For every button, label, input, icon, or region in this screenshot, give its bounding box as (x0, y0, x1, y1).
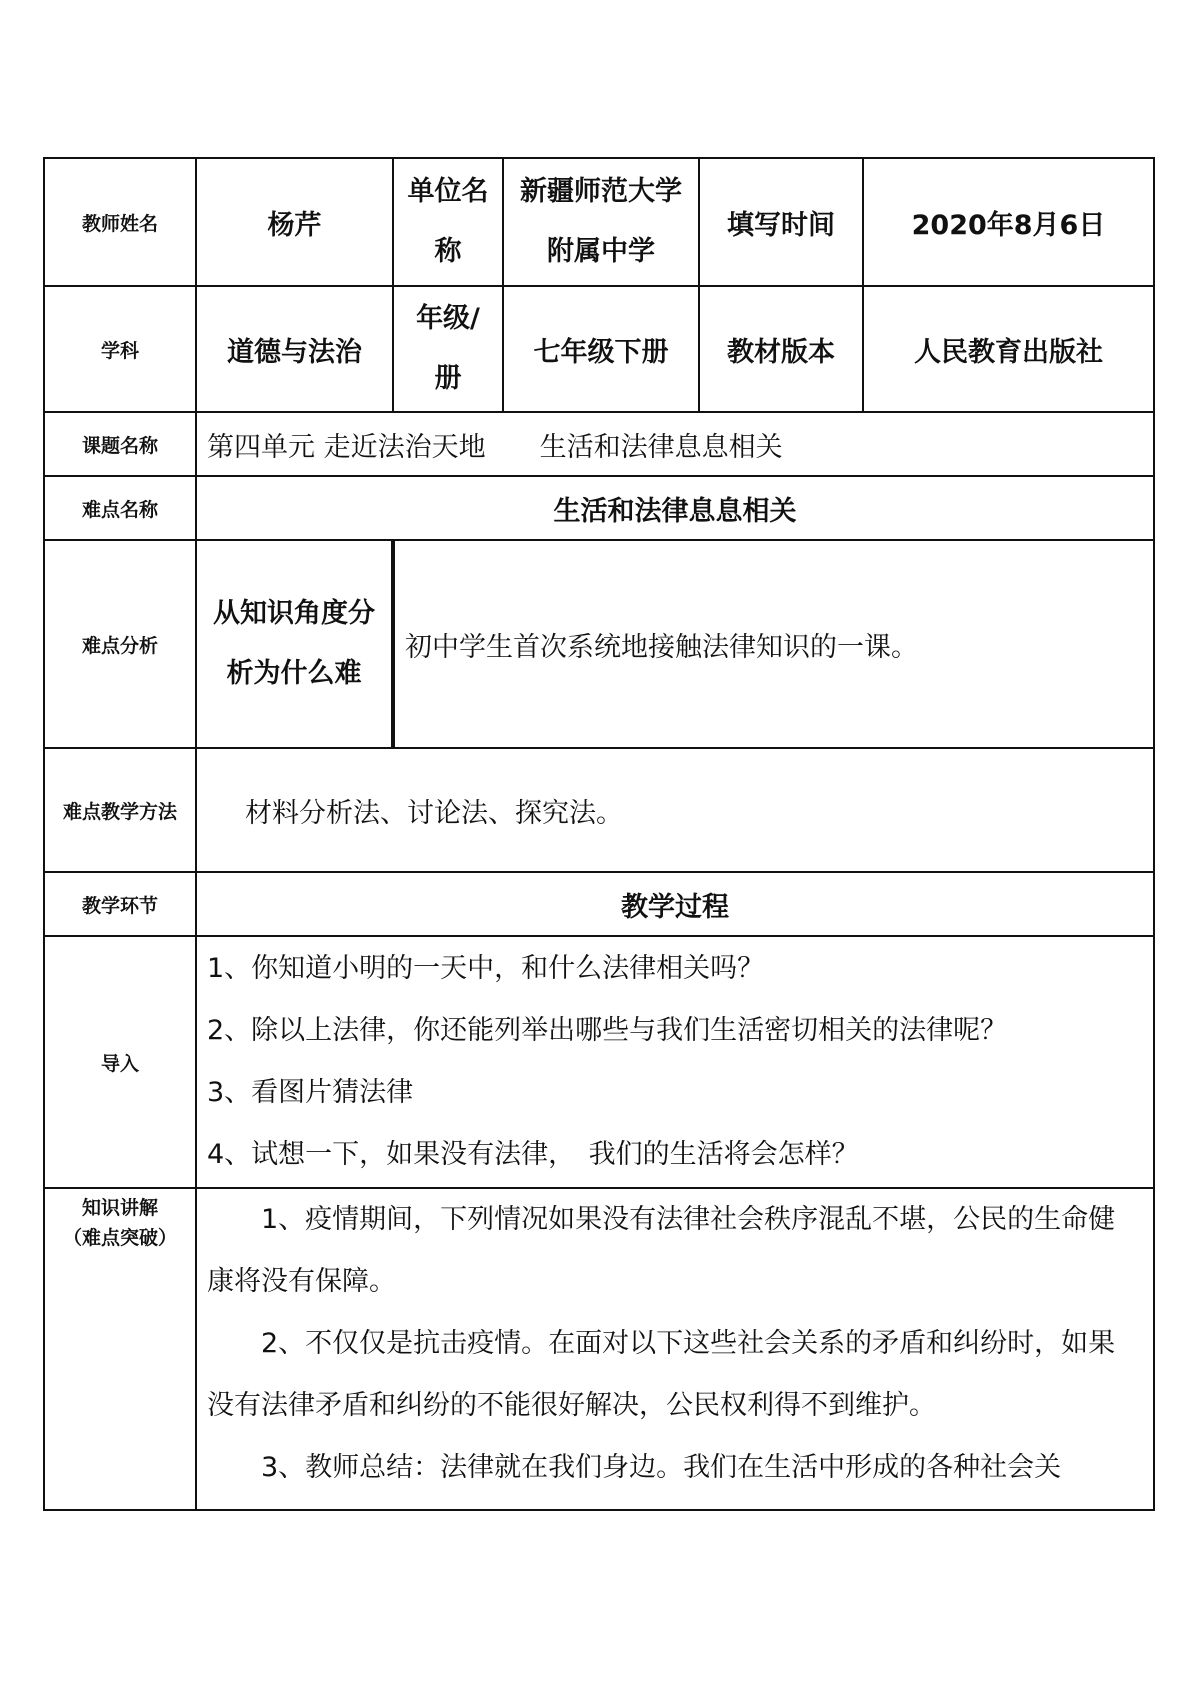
fill-date-value: 2020年8月6日 (863, 158, 1154, 286)
knowledge-label-line2: （难点突破） (62, 1227, 177, 1249)
method-label: 难点教学方法 (44, 748, 196, 872)
analysis-value: 初中学生首次系统地接触法律知识的一课。 (393, 540, 1154, 748)
grade-label (393, 286, 503, 412)
difficulty-value: 生活和法律息息相关 (196, 476, 1154, 540)
process-step-label: 教学环节 (44, 872, 196, 936)
method-value: 材料分析法、讨论法、探究法。 (196, 748, 1154, 872)
knowledge-content (196, 1188, 1154, 1510)
edition-value: 人民教育出版社 (863, 286, 1154, 412)
knowledge-label (44, 1188, 196, 1510)
intro-row (44, 936, 1154, 1188)
unit-name-value (503, 158, 699, 286)
topic-row (44, 412, 1154, 476)
subject-value: 道德与法治 (196, 286, 393, 412)
intro-item: 1、你知道小明的一天中，和什么法律相关吗？ (207, 953, 765, 984)
process-header-row (44, 872, 1154, 936)
intro-item: 2、除以上法律，你还能列举出哪些与我们生活密切相关的法律呢？ (207, 1015, 1008, 1046)
subject-info-row (44, 286, 1154, 412)
difficulty-label: 难点名称 (44, 476, 196, 540)
intro-label: 导入 (44, 936, 196, 1188)
unit-name-label (393, 158, 503, 286)
difficulty-row (44, 476, 1154, 540)
grade-value: 七年级下册 (503, 286, 699, 412)
analysis-sub-label (196, 540, 393, 748)
knowledge-row (44, 1188, 1154, 1510)
knowledge-paragraph: 3、教师总结：法律就在我们身边。我们在生活中形成的各种社会关 (261, 1452, 1062, 1483)
knowledge-label-line1: 知识讲解 (81, 1197, 158, 1219)
teacher-name-label: 教师姓名 (44, 158, 196, 286)
method-row (44, 748, 1154, 872)
lesson-plan-table (43, 157, 1155, 1511)
teacher-name-value: 杨芹 (196, 158, 393, 286)
subject-label: 学科 (44, 286, 196, 412)
unit-name-value-line2: 附属中学 (547, 236, 655, 267)
unit-name-value-line1: 新疆师范大学 (520, 176, 682, 207)
intro-content (196, 936, 1154, 1188)
fill-date-label: 填写时间 (699, 158, 863, 286)
topic-value: 第四单元 走近法治天地 生活和法律息息相关 (196, 412, 1154, 476)
topic-label: 课题名称 (44, 412, 196, 476)
unit-name-label-line2: 称 (434, 236, 462, 267)
analysis-label: 难点分析 (44, 540, 196, 748)
analysis-sub-label-line2: 析为什么难 (226, 658, 362, 689)
process-header-value: 教学过程 (196, 872, 1154, 936)
teacher-info-row (44, 158, 1154, 286)
intro-item: 4、试想一下，如果没有法律， 我们的生活将会怎样？ (207, 1139, 859, 1170)
analysis-sub-label-line1: 从知识角度分 (213, 598, 375, 629)
knowledge-paragraph: 2、不仅仅是抗击疫情。在面对以下这些社会关系的矛盾和纠纷时，如果没有法律矛盾和纠纷的不能很好解决，公民权利得不到维护。 (207, 1328, 1116, 1421)
grade-label-line2: 册 (434, 363, 462, 394)
knowledge-paragraph: 1、疫情期间，下列情况如果没有法律社会秩序混乱不堪，公民的生命健康将没有保障。 (207, 1204, 1116, 1297)
lesson-plan-sheet (43, 157, 1153, 1511)
grade-label-line1: 年级/ (416, 303, 480, 334)
intro-item: 3、看图片猜法律 (207, 1077, 414, 1108)
unit-name-label-line1: 单位名 (407, 176, 489, 207)
analysis-row (44, 540, 1154, 748)
edition-label: 教材版本 (699, 286, 863, 412)
